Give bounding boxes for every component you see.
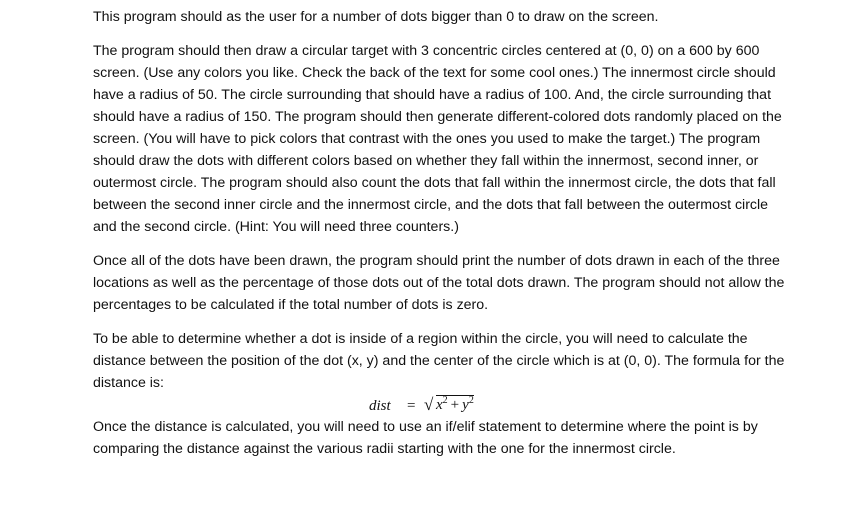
- square-root-icon: √: [424, 395, 434, 414]
- paragraph-output-description: Once all of the dots have been drawn, the program should print the number of dots drawn in each of the three locations as well as the percentage of those dots out of the total dots drawn. The program should not allow the percentages to be calculated if the total number of dots is zero.: [93, 253, 785, 313]
- paragraph-distance-intro: To be able to determine whether a dot is inside of a region within the circle, you will need to calculate the distance between the position of the dot (x, y) and the center of the circle which is at (0, 0). The formula for the distance is:: [93, 331, 785, 391]
- distance-formula: [93, 394, 793, 416]
- paragraph-conclusion: Once the distance is calculated, you will need to use an if/elif statement to determine where the point is by comparing the distance against the various radii starting with the one for the innermost circle.: [93, 419, 758, 457]
- formula-y: y: [462, 397, 469, 413]
- formula-plus: +: [450, 397, 460, 413]
- formula-equals: =: [407, 398, 416, 414]
- document-body: [93, 6, 793, 460]
- formula-radicand: [436, 395, 474, 415]
- formula-x-exponent: 2: [442, 395, 448, 406]
- formula-lhs: dist: [369, 398, 391, 414]
- paragraph-target-description: The program should then draw a circular target with 3 concentric circles centered at (0, 0) on a 600 by 600 screen. (Use any colors you like. Check the back of the text for some cool ones.) The innermost circle should have a radius of 50. The circle surrounding that should have a radius of 100. And, the circle surrounding that should have a radius of 150. The program should then generate different-colored dots randomly placed on the screen. (You will have to pick colors that contrast with the ones you used to make the target.) The program should draw the dots with different colors based on whether they fall within the innermost, second inner, or outermost circle. The program should also count the dots that fall within the innermost circle, the dots that fall between the second inner circle and the innermost circle, and the dots that fall between the outermost circle and the second circle. (Hint: You will need three counters.): [93, 43, 782, 235]
- formula-y-exponent: 2: [468, 395, 474, 406]
- paragraph-intro: This program should as the user for a number of dots bigger than 0 to draw on the screen.: [93, 9, 659, 25]
- formula-x: x: [436, 397, 443, 413]
